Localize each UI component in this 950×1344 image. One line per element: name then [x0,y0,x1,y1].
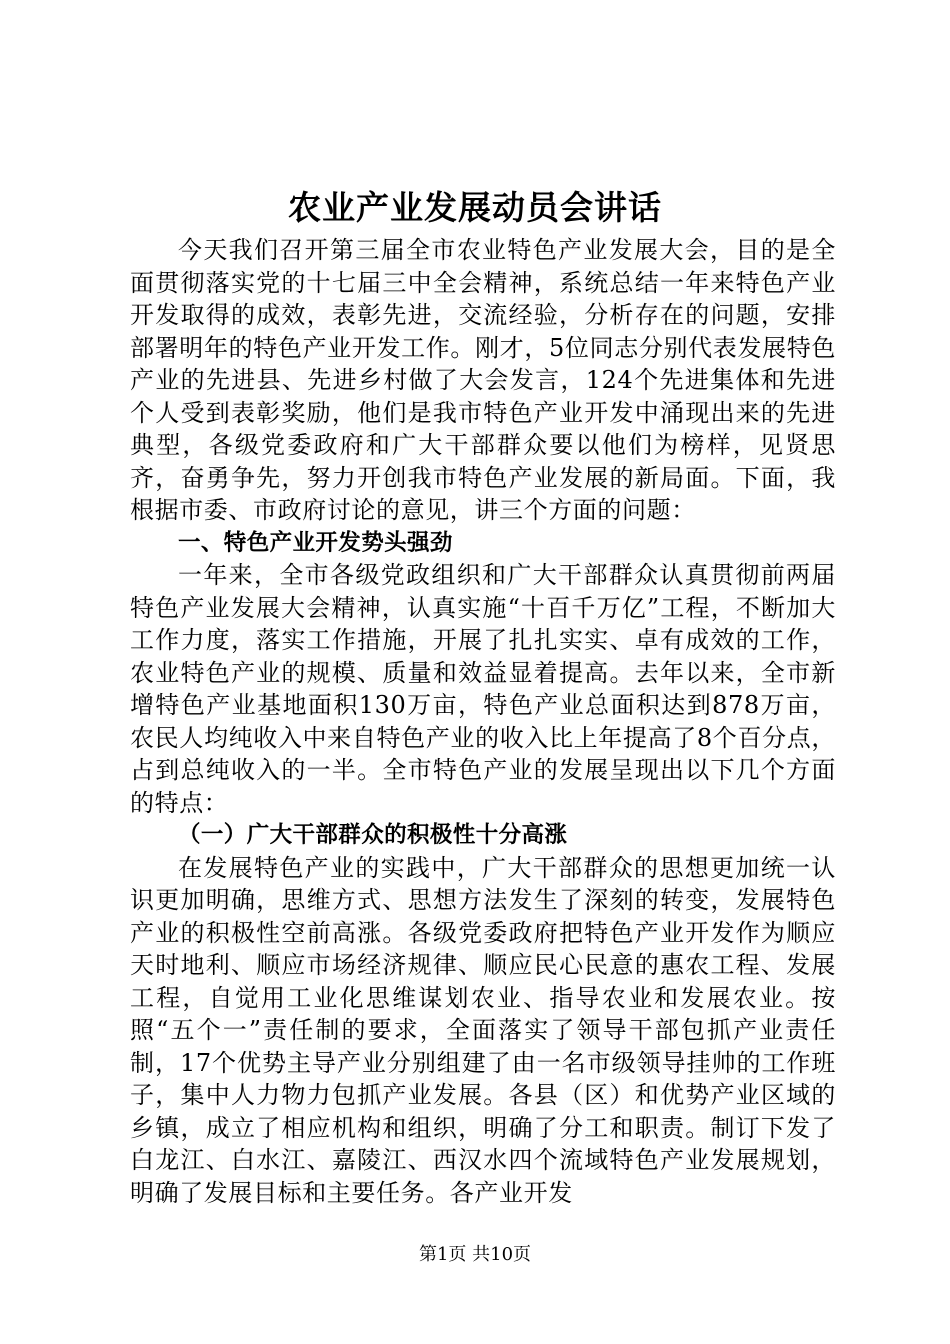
paragraph-subsection-1-1: 在发展特色产业的实践中，广大干部群众的思想更加统一认识更加明确，思维方式、思想方法发生了深刻的转变，发展特色产业的积极性空前高涨。各级党委政府把特色产业开发作为顺应天时地利、顺应市场经济规律、顺应民心民意的惠农工程、发展工程，自觉用工业化思维谋划农业、指导农业和发展农业。按照“五个一”责任制的要求，全面落实了领导干部包抓产业责任制，17个优势主导产业分别组建了由一名市级领导挂帅的工作班子，集中人力物力包抓产业发展。各县（区）和优势产业区域的乡镇，成立了相应机构和组织，明确了分工和职责。制订下发了白龙江、白水江、嘉陵江、西汉水四个流域特色产业发展规划，明确了发展目标和主要任务。各产业开发 [130,853,836,1207]
page-number-footer: 第1页 共10页 [418,1244,532,1265]
paragraph-intro: 今天我们召开第三届全市农业特色产业发展大会，目的是全面贯彻落实党的十七届三中全会精神，系统总结一年来特色产业开发取得的成效，表彰先进，交流经验，分析存在的问题，安排部署明年的特色产业开发工作。刚才，5位同志分别代表发展特色产业的先进县、先进乡村做了大会发言，124个先进集体和先进个人受到表彰奖励，他们是我市特色产业开发中涌现出来的先进典型，各级党委政府和广大干部群众要以他们为榜样，见贤思齐，奋勇争先，努力开创我市特色产业发展的新局面。下面，我根据市委、市政府讨论的意见，讲三个方面的问题： [130,236,836,524]
paragraph-section-1: 一年来，全市各级党政组织和广大干部群众认真贯彻前两届特色产业发展大会精神，认真实施“十百千万亿”工程，不断加大工作力度，落实工作措施，开展了扎扎实实、卓有成效的工作，农业特色产业的规模、质量和效益显着提高。去年以来，全市新增特色产业基地面积130万亩，特色产业总面积达到878万亩，农民人均纯收入中来自特色产业的收入比上年提高了8个百分点，占到总纯收入的一半。全市特色产业的发展呈现出以下几个方面的特点： [130,561,836,817]
document-title: 农业产业发展动员会讲话 [288,188,662,227]
subsection-heading-1-1: （一）广大干部群众的积极性十分高涨 [178,822,568,848]
section-heading-1: 一、特色产业开发势头强劲 [178,529,453,556]
document-body [130,234,836,1209]
